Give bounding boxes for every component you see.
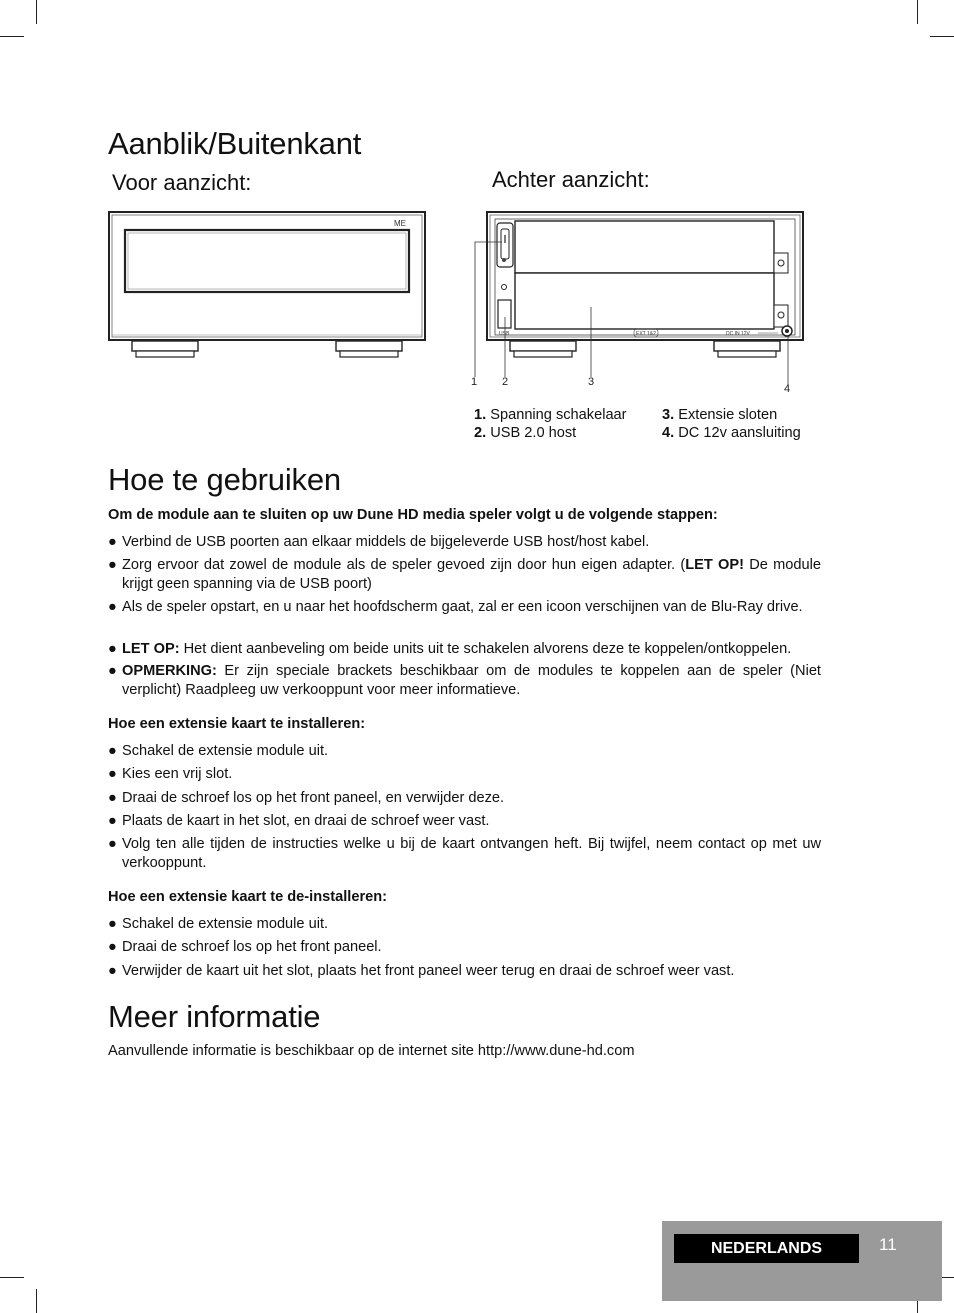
install-step: ● Kies een vrij slot. — [108, 766, 233, 782]
rear-view-label: Achter aanzicht: — [492, 167, 650, 192]
more-info-title: Meer informatie — [108, 999, 321, 1034]
usage-bullet: ● Zorg ervoor dat zowel de module als de speler gevoed zijn door hun eigen adapter. (LET OP! De module krijgt geen spanning via de USB poort) — [108, 557, 821, 592]
rear-usb-text: USB — [499, 331, 510, 337]
bullet-icon: ● — [108, 836, 117, 852]
usage-bullet: ● Verbind de USB poorten aan elkaar middels de bijgeleverde USB host/host kabel. — [108, 534, 650, 550]
bullet-icon: ● — [108, 599, 117, 615]
callout-2: 2 — [502, 376, 509, 388]
bullet-icon: ● — [108, 534, 117, 550]
bullet-icon: ● — [108, 790, 117, 806]
install-step: ● Plaats de kaart in het slot, en draai de schroef weer vast. — [108, 813, 490, 829]
legend-item-4: 4. DC 12v aansluiting — [662, 425, 801, 441]
front-view-label: Voor aanzicht: — [112, 170, 252, 195]
usage-intro: Om de module aan te sluiten op uw Dune HD media speler volgt u de volgende stappen: — [108, 507, 718, 523]
install-step: ● Volg ten alle tijden de instructies welke u bij de kaart ontvangen heft. Bij twijfel, neem contact op met uw verkooppunt. — [108, 836, 821, 871]
usage-title: Hoe te gebruiken — [108, 462, 341, 497]
legend-item-2: 2. USB 2.0 host — [474, 425, 577, 441]
usage-bullet: ● OPMERKING: Er zijn speciale brackets beschikbaar om de modules te koppelen aan de speler (Niet verplicht) Raadpleeg uw verkooppunt voor meer informatieve. — [108, 663, 821, 698]
more-info-text: Aanvullende informatie is beschikbaar op de internet site http://www.dune-hd.com — [108, 1043, 635, 1059]
usage-bullet: ● Als de speler opstart, en u naar het hoofdscherm gaat, zal er een icoon verschijnen van de Blu-Ray drive. — [108, 599, 803, 615]
crop-mark — [930, 36, 954, 37]
uninstall-step: ● Verwijder de kaart uit het slot, plaats het front paneel weer terug en draai de schroef weer vast. — [108, 963, 735, 979]
appearance-title: Aanblik/Buitenkant — [108, 126, 362, 161]
rear-ext-text: EXT 1&2 — [636, 331, 656, 337]
legend-item-3: 3. Extensie sloten — [662, 407, 778, 423]
page-number: 11 — [879, 1235, 897, 1254]
crop-mark — [0, 36, 24, 37]
crop-mark — [36, 1289, 37, 1313]
bullet-icon: ● — [108, 766, 117, 782]
front-panel-text: ME — [394, 219, 406, 228]
install-step: ● Draai de schroef los op het front paneel, en verwijder deze. — [108, 790, 505, 806]
bullet-icon: ● — [108, 641, 117, 657]
legend-item-1: 1. Spanning schakelaar — [474, 407, 627, 423]
bullet-icon: ● — [108, 963, 117, 979]
callout-1: 1 — [471, 376, 478, 388]
crop-mark — [0, 1277, 24, 1278]
front-view-diagram — [104, 205, 434, 365]
uninstall-step: ● Schakel de extensie module uit. — [108, 916, 329, 932]
bullet-icon: ● — [108, 939, 117, 955]
crop-mark — [917, 0, 918, 24]
usage-bullet: ● LET OP: Het dient aanbeveling om beide units uit te schakelen alvorens deze te koppelen/ontkoppelen. — [108, 641, 792, 657]
uninstall-title: Hoe een extensie kaart te de-installeren: — [108, 889, 388, 905]
bullet-icon: ● — [108, 663, 117, 679]
bullet-icon: ● — [108, 743, 117, 759]
install-step: ● Schakel de extensie module uit. — [108, 743, 329, 759]
crop-mark — [36, 0, 37, 24]
bullet-icon: ● — [108, 557, 117, 573]
bullet-icon: ● — [108, 916, 117, 932]
callout-3: 3 — [588, 376, 595, 388]
language-badge: NEDERLANDS — [674, 1234, 859, 1263]
rear-dc-text: DC IN 12V — [726, 331, 750, 337]
rear-view-diagram — [460, 205, 810, 405]
install-title: Hoe een extensie kaart te installeren: — [108, 716, 366, 732]
uninstall-step: ● Draai de schroef los op het front paneel. — [108, 939, 382, 955]
callout-4: 4 — [784, 383, 791, 395]
bullet-icon: ● — [108, 813, 117, 829]
